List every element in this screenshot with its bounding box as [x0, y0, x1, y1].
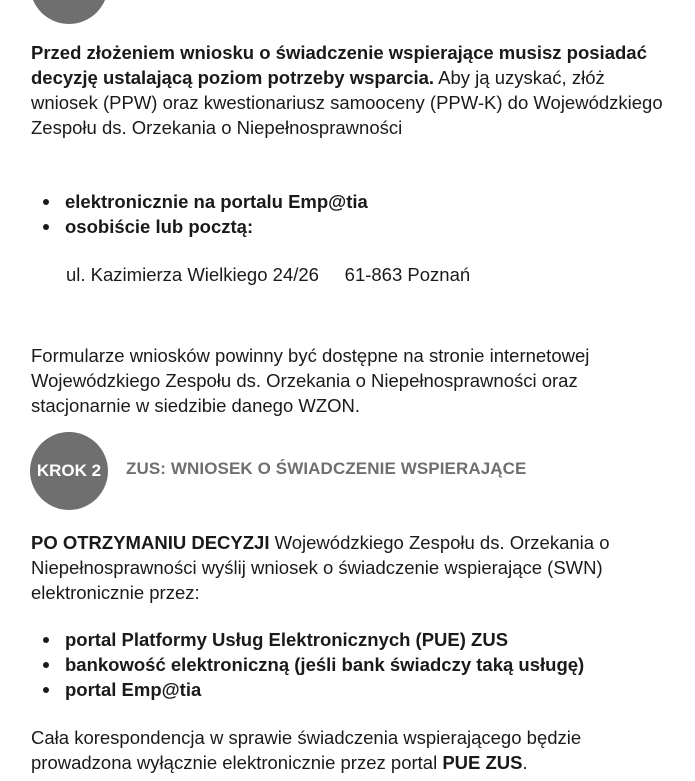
step1-badge-circle: [30, 0, 108, 24]
submit-method-electronic: elektronicznie na portalu Emp@tia: [65, 191, 368, 212]
correspondence-text: Cała korespondencja w sprawie świadczenia wspierającego będzie prowadzona wyłącznie elektronicznie przez portal: [31, 727, 582, 773]
decision-bold-text: PO OTRZYMANIU DECYZJI: [31, 532, 270, 553]
intro-paragraph: [31, 40, 671, 140]
channel-pue-zus: portal Platformy Usług Elektronicznych (PUE) ZUS: [65, 627, 584, 652]
address-city: 61-863 Poznań: [344, 264, 471, 285]
channel-empatia: portal Emp@tia: [65, 677, 584, 702]
submit-methods-list: [31, 189, 368, 239]
forms-note-paragraph: Formularze wniosków powinny być dostępne na stronie internetowej Wojewódzkiego Zespołu ds. Orzekania o Niepełnosprawności oraz stacjonarnie w siedzibie danego WZON.: [31, 345, 590, 416]
correspondence-end: .: [522, 752, 528, 773]
submission-channels-list: [31, 627, 584, 702]
step2-badge-label: KROK 2: [36, 461, 102, 480]
step2-title: ZUS: WNIOSEK O ŚWIADCZENIE WSPIERAJĄCE: [126, 459, 527, 478]
decision-paragraph: [31, 530, 671, 605]
correspondence-bold: PUE ZUS: [442, 752, 523, 773]
correspondence-paragraph: [31, 725, 671, 775]
address-street: ul. Kazimierza Wielkiego 24/26: [66, 264, 319, 285]
decision-text: Wojewódzkiego Zespołu ds. Orzekania o Niepełnosprawności wyślij wniosek o świadczenie wspierające (SWN) elektronicznie przez:: [31, 532, 610, 603]
channel-bank: bankowość elektroniczną (jeśli bank świadczy taką usługę): [65, 654, 585, 675]
wzon-address: [66, 262, 470, 287]
intro-text: Aby ją uzyskać, złóż wniosek (PPW) oraz kwestionariusz samooceny (PPW-K) do Wojewódzkiego Zespołu ds. Orzekania o Niepełnosprawności: [31, 67, 663, 138]
submit-method-in-person: osobiście lub pocztą:: [65, 214, 368, 239]
step2-badge: [30, 432, 108, 510]
intro-bold-text: Przed złożeniem wniosku o świadczenie wspierające musisz posiadać decyzję ustalającą poziom potrzeby wsparcia.: [31, 42, 647, 88]
